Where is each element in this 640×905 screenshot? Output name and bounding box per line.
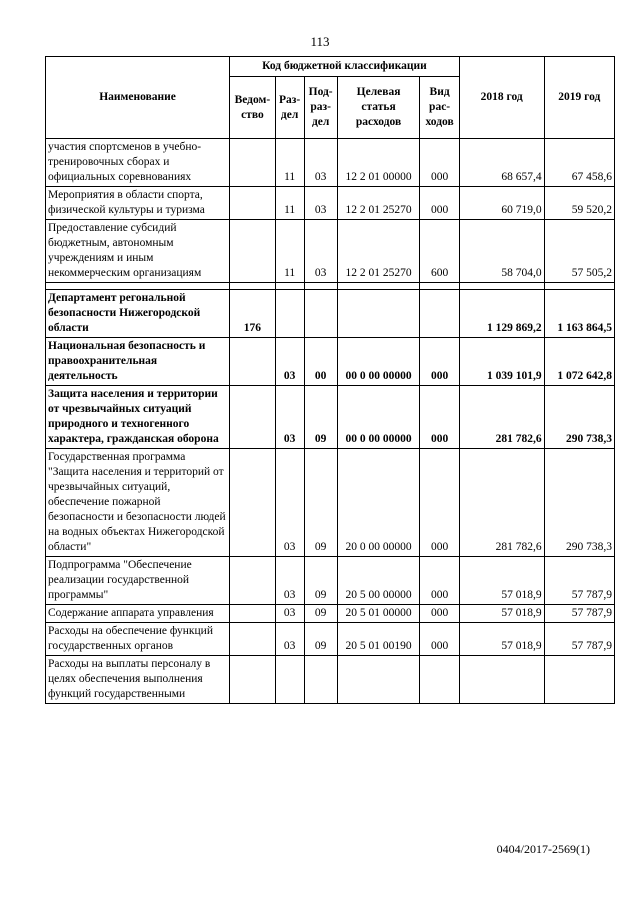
row-podrazdel: 09 (304, 557, 337, 605)
row-name: Расходы на выплаты персоналу в целях обеспечения выполнения функций государственными (46, 656, 230, 704)
row-celevaya: 20 5 01 00190 (337, 623, 420, 656)
row-name: участия спортсменов в учебно-тренировочных сборах и официальных соревнованиях (46, 139, 230, 187)
table-row (46, 605, 615, 623)
row-razdel (275, 290, 304, 338)
document-code: 0404/2017-2569(1) (496, 842, 590, 856)
row-name: Расходы на обеспечение функций государственных органов (46, 623, 230, 656)
row-2018 (459, 656, 544, 704)
row-podrazdel (304, 290, 337, 338)
row-2019: 290 738,3 (544, 449, 614, 557)
row-razdel: 11 (275, 139, 304, 187)
row-ved: 176 (230, 290, 276, 338)
row-celevaya: 20 0 00 00000 (337, 449, 420, 557)
table-row (46, 220, 615, 283)
table-row (46, 290, 615, 338)
spacer-row (46, 283, 615, 290)
table-row (46, 187, 615, 220)
row-2018: 281 782,6 (459, 449, 544, 557)
row-ved (230, 656, 276, 704)
row-podrazdel: 03 (304, 139, 337, 187)
table-row (46, 449, 615, 557)
row-celevaya: 12 2 01 25270 (337, 220, 420, 283)
row-2018: 1 039 101,9 (459, 338, 544, 386)
row-ved (230, 338, 276, 386)
row-celevaya: 20 5 00 00000 (337, 557, 420, 605)
header-vedomstvo: Ведом-ство (230, 77, 276, 139)
header-classification: Код бюджетной классификации (230, 57, 460, 77)
row-ved (230, 623, 276, 656)
row-2019: 57 787,9 (544, 557, 614, 605)
row-vid: 000 (420, 139, 459, 187)
row-podrazdel: 09 (304, 449, 337, 557)
row-celevaya (337, 656, 420, 704)
row-name: Содержание аппарата управления (46, 605, 230, 623)
row-vid: 000 (420, 557, 459, 605)
row-name: Мероприятия в области спорта, физической культуры и туризма (46, 187, 230, 220)
row-2019: 1 163 864,5 (544, 290, 614, 338)
row-razdel (275, 656, 304, 704)
row-razdel: 03 (275, 449, 304, 557)
row-celevaya: 12 2 01 00000 (337, 139, 420, 187)
row-name: Государственная программа "Защита населения и территорий от чрезвычайных ситуаций, обеспечение пожарной безопасности и безопасности людей на водных объектах Нижегородской области" (46, 449, 230, 557)
row-podrazdel: 03 (304, 220, 337, 283)
row-2019: 1 072 642,8 (544, 338, 614, 386)
row-2018: 57 018,9 (459, 557, 544, 605)
row-razdel: 11 (275, 220, 304, 283)
table-row (46, 656, 615, 704)
row-vid: 000 (420, 187, 459, 220)
row-vid: 000 (420, 605, 459, 623)
row-ved (230, 386, 276, 449)
row-2018: 57 018,9 (459, 623, 544, 656)
row-2019: 59 520,2 (544, 187, 614, 220)
header-name: Наименование (46, 57, 230, 139)
row-vid: 000 (420, 338, 459, 386)
row-ved (230, 557, 276, 605)
row-razdel: 03 (275, 338, 304, 386)
row-ved (230, 605, 276, 623)
table-row (46, 557, 615, 605)
row-ved (230, 220, 276, 283)
row-podrazdel: 03 (304, 187, 337, 220)
header-2019: 2019 год (544, 57, 614, 139)
header-podrazdel: Под-раз-дел (304, 77, 337, 139)
table-row (46, 386, 615, 449)
row-ved (230, 449, 276, 557)
row-2018: 57 018,9 (459, 605, 544, 623)
budget-table (45, 56, 615, 704)
row-podrazdel: 09 (304, 386, 337, 449)
row-2018: 58 704,0 (459, 220, 544, 283)
header-razdel: Раз-дел (275, 77, 304, 139)
table-row (46, 623, 615, 656)
row-vid: 000 (420, 386, 459, 449)
row-2019: 57 505,2 (544, 220, 614, 283)
header-celevaya: Целевая статья расходов (337, 77, 420, 139)
row-celevaya: 12 2 01 25270 (337, 187, 420, 220)
row-podrazdel (304, 656, 337, 704)
row-vid: 000 (420, 449, 459, 557)
row-2019: 57 787,9 (544, 623, 614, 656)
table-row (46, 139, 615, 187)
row-2018: 68 657,4 (459, 139, 544, 187)
row-celevaya: 00 0 00 00000 (337, 338, 420, 386)
row-2018: 1 129 869,2 (459, 290, 544, 338)
header-2018: 2018 год (459, 57, 544, 139)
row-name: Департамент регональной безопасности Нижегородской области (46, 290, 230, 338)
row-ved (230, 187, 276, 220)
row-vid: 600 (420, 220, 459, 283)
row-podrazdel: 00 (304, 338, 337, 386)
row-razdel: 11 (275, 187, 304, 220)
row-name: Защита населения и территории от чрезвычайных ситуаций природного и техногенного характера, гражданская оборона (46, 386, 230, 449)
row-name: Подпрограмма "Обеспечение реализации государственной программы" (46, 557, 230, 605)
row-podrazdel: 09 (304, 605, 337, 623)
row-2019: 290 738,3 (544, 386, 614, 449)
row-celevaya: 00 0 00 00000 (337, 386, 420, 449)
row-razdel: 03 (275, 386, 304, 449)
row-razdel: 03 (275, 623, 304, 656)
row-name: Национальная безопасность и правоохранительная деятельность (46, 338, 230, 386)
row-podrazdel: 09 (304, 623, 337, 656)
row-name: Предоставление субсидий бюджетным, автономным учреждениям и иным некоммерческим организациям (46, 220, 230, 283)
row-vid: 000 (420, 623, 459, 656)
row-razdel: 03 (275, 605, 304, 623)
table-row (46, 338, 615, 386)
row-2018: 281 782,6 (459, 386, 544, 449)
row-vid (420, 290, 459, 338)
row-2018: 60 719,0 (459, 187, 544, 220)
row-2019: 67 458,6 (544, 139, 614, 187)
row-razdel: 03 (275, 557, 304, 605)
page-number: 113 (310, 34, 330, 49)
row-celevaya (337, 290, 420, 338)
row-vid (420, 656, 459, 704)
row-ved (230, 139, 276, 187)
row-2019: 57 787,9 (544, 605, 614, 623)
row-celevaya: 20 5 01 00000 (337, 605, 420, 623)
header-vid: Вид рас-ходов (420, 77, 459, 139)
row-2019 (544, 656, 614, 704)
